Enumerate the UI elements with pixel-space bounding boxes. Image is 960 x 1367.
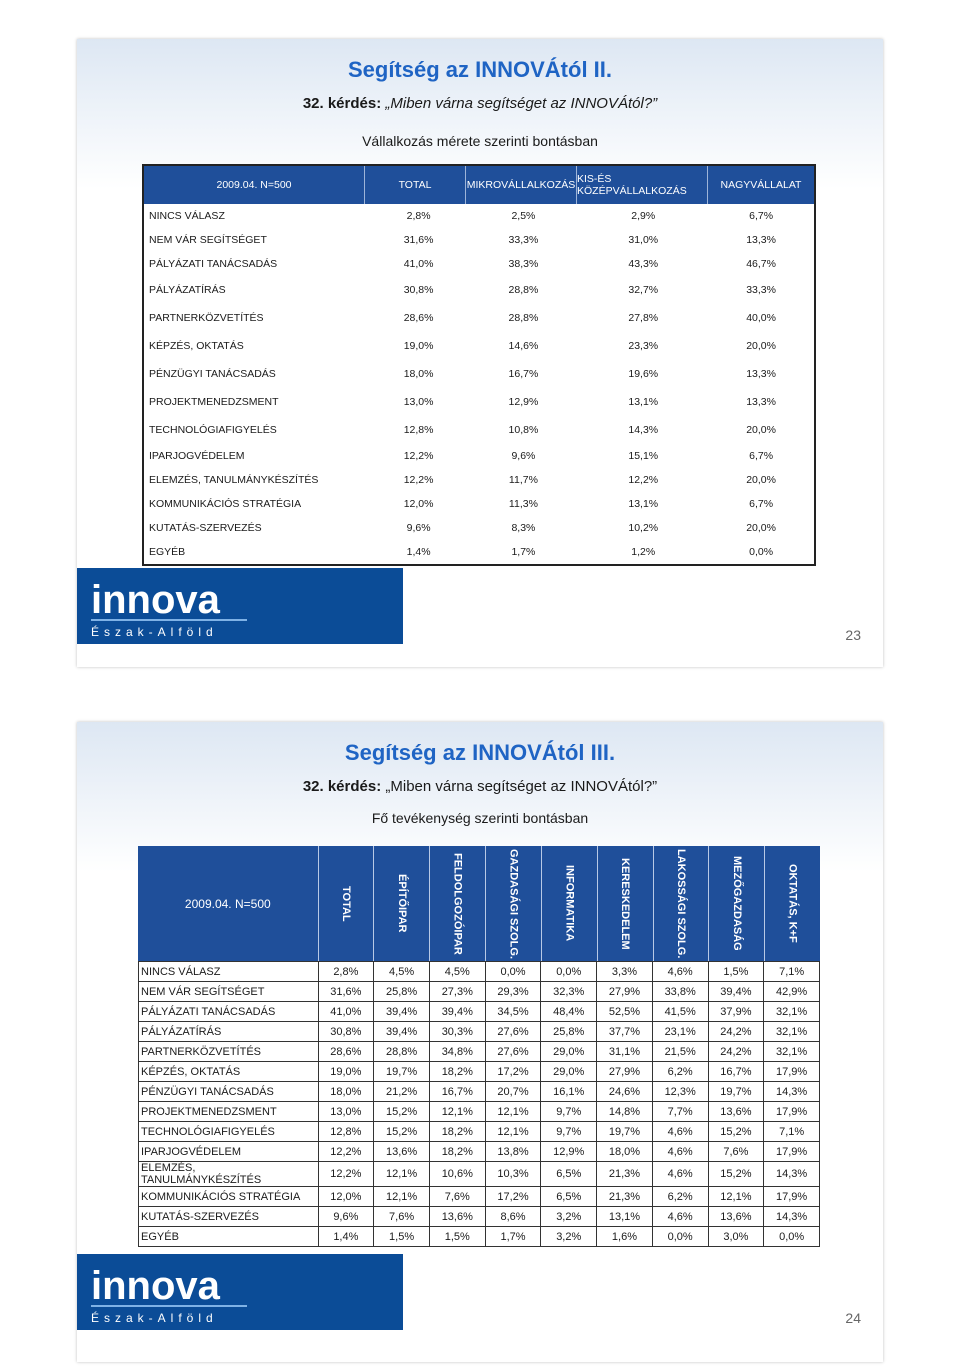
cell-value: 28,8% <box>508 312 539 324</box>
cell-value: 39,4% <box>374 1022 430 1042</box>
row-label: NEM VÁR SEGÍTSÉGET <box>139 982 319 1002</box>
cell-value: 10,2% <box>628 522 659 534</box>
table-row <box>139 1122 820 1142</box>
row-label: PARTNERKÖZVETÍTÉS <box>139 1042 319 1062</box>
cell-value: 39,4% <box>708 982 764 1002</box>
cell-value: 46,7% <box>746 258 776 270</box>
cell-value: 13,8% <box>485 1142 541 1162</box>
header-col: OKTATÁS, K+F <box>764 846 820 961</box>
cell-value: 13,0% <box>318 1102 374 1122</box>
logo-word: innova <box>91 578 220 622</box>
table-row <box>144 332 814 360</box>
cell-value: 6,7% <box>749 450 774 462</box>
cell-value: 14,8% <box>597 1102 653 1122</box>
cell-value: 12,2% <box>403 474 434 486</box>
cell-value: 20,0% <box>746 522 776 534</box>
page-number: 23 <box>845 627 861 643</box>
cell-value: 17,9% <box>764 1102 820 1122</box>
cell-value: 6,2% <box>652 1062 708 1082</box>
cell-value: 13,6% <box>708 1207 764 1227</box>
cell-value: 15,2% <box>708 1122 764 1142</box>
cell-value: 13,3% <box>746 396 776 408</box>
cell-value: 43,3% <box>628 258 659 270</box>
cell-value: 48,4% <box>541 1002 597 1022</box>
table-row <box>144 468 814 492</box>
cell-value: 2,8% <box>406 210 431 222</box>
cell-value: 3,0% <box>708 1227 764 1247</box>
cell-value: 16,7% <box>508 368 539 380</box>
question-text: „Miben várna segítséget az INNOVÁtól?” <box>385 95 658 112</box>
question-line <box>77 95 883 112</box>
cell-value: 20,0% <box>746 340 776 352</box>
table-row <box>139 1062 820 1082</box>
cell-value: 28,8% <box>508 284 539 296</box>
cell-value: 33,8% <box>652 982 708 1002</box>
cell-value: 3,2% <box>541 1207 597 1227</box>
cell-value: 15,1% <box>628 450 659 462</box>
cell-value: 9,7% <box>541 1102 597 1122</box>
cell-value: 27,9% <box>597 1062 653 1082</box>
cell-value: 28,8% <box>374 1042 430 1062</box>
row-label: KÉPZÉS, OKTATÁS <box>149 340 244 352</box>
cell-value: 42,9% <box>764 982 820 1002</box>
cell-value: 27,6% <box>485 1042 541 1062</box>
cell-value: 41,0% <box>403 258 434 270</box>
table-row <box>144 492 814 516</box>
header-col: MEZŐGAZDASÁG <box>708 846 764 961</box>
row-label: NINCS VÁLASZ <box>139 962 319 982</box>
table-row <box>139 962 820 982</box>
cell-value: 33,3% <box>746 284 776 296</box>
header-col: KERESKEDELEM <box>597 846 653 961</box>
cell-value: 15,2% <box>374 1122 430 1142</box>
cell-value: 13,6% <box>374 1142 430 1162</box>
cell-value: 32,3% <box>541 982 597 1002</box>
cell-value: 2,5% <box>511 210 536 222</box>
cell-value: 17,9% <box>764 1062 820 1082</box>
question-text: „Miben várna segítséget az INNOVÁtól?” <box>385 778 658 795</box>
breakdown-label: Vállalkozás mérete szerinti bontásban <box>362 133 598 149</box>
cell-value: 1,4% <box>318 1227 374 1247</box>
table-row <box>139 1082 820 1102</box>
cell-value: 14,6% <box>508 340 539 352</box>
table-header <box>144 166 814 204</box>
cell-value: 39,4% <box>429 1002 485 1022</box>
cell-value: 12,8% <box>318 1122 374 1142</box>
cell-value: 37,9% <box>708 1002 764 1022</box>
cell-value: 33,3% <box>508 234 539 246</box>
header-col: TOTAL <box>318 846 374 961</box>
table-row <box>144 388 814 416</box>
cell-value: 6,7% <box>749 210 774 222</box>
cell-value: 0,0% <box>652 1227 708 1247</box>
header-col: ÉPÍTŐIPAR <box>373 846 429 961</box>
cell-value: 12,1% <box>485 1122 541 1142</box>
breakdown-label: Fő tevékenység szerinti bontásban <box>371 810 589 826</box>
row-label: PÉNZÜGYI TANÁCSADÁS <box>149 368 276 380</box>
row-label: ELEMZÉS, TANULMÁNYKÉSZÍTÉS <box>139 1162 319 1187</box>
cell-value: 12,0% <box>403 498 434 510</box>
cell-value: 12,1% <box>429 1102 485 1122</box>
activity-breakdown-table <box>138 961 820 1247</box>
cell-value: 31,1% <box>597 1042 653 1062</box>
cell-value: 15,2% <box>374 1102 430 1122</box>
cell-value: 21,5% <box>652 1042 708 1062</box>
table-row <box>144 204 814 228</box>
cell-value: 29,0% <box>541 1042 597 1062</box>
header-micro: MIKROVÁLLALKOZÁS <box>465 166 576 204</box>
cell-value: 27,8% <box>628 312 659 324</box>
cell-value: 41,5% <box>652 1002 708 1022</box>
table-row <box>139 1162 820 1187</box>
logo-word: innova <box>91 1264 220 1308</box>
cell-value: 13,3% <box>746 234 776 246</box>
cell-value: 13,1% <box>628 396 659 408</box>
row-label: TECHNOLÓGIAFIGYELÉS <box>149 424 277 436</box>
cell-value: 8,6% <box>485 1207 541 1227</box>
row-label: KOMMUNIKÁCIÓS STRATÉGIA <box>139 1187 319 1207</box>
cell-value: 27,3% <box>429 982 485 1002</box>
cell-value: 2,8% <box>318 962 374 982</box>
cell-value: 32,1% <box>764 1002 820 1022</box>
cell-value: 11,3% <box>508 498 538 510</box>
cell-value: 16,1% <box>541 1082 597 1102</box>
row-label: PÁLYÁZATÍRÁS <box>149 284 226 296</box>
cell-value: 0,0% <box>749 546 774 558</box>
cell-value: 27,9% <box>597 982 653 1002</box>
cell-value: 14,3% <box>764 1082 820 1102</box>
cell-value: 14,3% <box>764 1207 820 1227</box>
row-label: PÁLYÁZATÍRÁS <box>139 1022 319 1042</box>
cell-value: 13,6% <box>708 1102 764 1122</box>
slide-23 <box>77 39 883 667</box>
header-col: INFORMATIKA <box>541 846 597 961</box>
cell-value: 17,2% <box>485 1187 541 1207</box>
cell-value: 30,8% <box>318 1022 374 1042</box>
cell-value: 20,0% <box>746 474 776 486</box>
header-large: NAGYVÁLLALAT <box>707 166 814 204</box>
cell-value: 13,1% <box>597 1207 653 1227</box>
cell-value: 4,5% <box>374 962 430 982</box>
cell-value: 20,7% <box>485 1082 541 1102</box>
cell-value: 6,5% <box>541 1162 597 1187</box>
cell-value: 9,6% <box>406 522 431 534</box>
logo-region: Észak-Alföld <box>91 625 218 639</box>
cell-value: 17,9% <box>764 1187 820 1207</box>
cell-value: 34,8% <box>429 1042 485 1062</box>
cell-value: 1,7% <box>485 1227 541 1247</box>
table-row <box>144 540 814 564</box>
cell-value: 27,6% <box>485 1022 541 1042</box>
innova-logo <box>77 568 403 644</box>
cell-value: 6,7% <box>749 498 774 510</box>
cell-value: 13,6% <box>429 1207 485 1227</box>
row-label: PÁLYÁZATI TANÁCSADÁS <box>139 1002 319 1022</box>
header-corner: 2009.04. N=500 <box>216 179 292 191</box>
cell-value: 12,1% <box>374 1187 430 1207</box>
cell-value: 24,6% <box>597 1082 653 1102</box>
cell-value: 4,6% <box>652 1162 708 1187</box>
cell-value: 31,6% <box>403 234 434 246</box>
cell-value: 29,3% <box>485 982 541 1002</box>
row-label: KÉPZÉS, OKTATÁS <box>139 1062 319 1082</box>
cell-value: 17,2% <box>485 1062 541 1082</box>
cell-value: 10,8% <box>508 424 539 436</box>
cell-value: 21,3% <box>597 1162 653 1187</box>
cell-value: 7,1% <box>764 962 820 982</box>
logo-region: Észak-Alföld <box>91 1311 218 1325</box>
row-label: EGYÉB <box>149 546 186 558</box>
innova-logo-icon <box>77 568 403 644</box>
cell-value: 12,1% <box>374 1162 430 1187</box>
table-row <box>139 1022 820 1042</box>
cell-value: 7,7% <box>652 1102 708 1122</box>
cell-value: 11,7% <box>508 474 538 486</box>
cell-value: 7,6% <box>429 1187 485 1207</box>
cell-value: 4,6% <box>652 1207 708 1227</box>
activity-table-header <box>138 846 820 961</box>
cell-value: 19,6% <box>628 368 659 380</box>
row-label: PROJEKTMENEDZSMENT <box>149 396 279 408</box>
table-row <box>139 1002 820 1022</box>
cell-value: 18,2% <box>429 1122 485 1142</box>
question-line <box>77 778 883 795</box>
table-row <box>144 516 814 540</box>
row-label: TECHNOLÓGIAFIGYELÉS <box>139 1122 319 1142</box>
cell-value: 37,7% <box>597 1022 653 1042</box>
cell-value: 1,4% <box>406 546 431 558</box>
cell-value: 30,3% <box>429 1022 485 1042</box>
header-col: FELDOLGOZÓIPAR <box>429 846 485 961</box>
slide-title: Segítség az INNOVÁtól II. <box>347 57 613 82</box>
row-label: IPARJOGVÉDELEM <box>139 1142 319 1162</box>
row-label: EGYÉB <box>139 1227 319 1247</box>
row-label: KOMMUNIKÁCIÓS STRATÉGIA <box>149 498 302 510</box>
cell-value: 13,0% <box>403 396 434 408</box>
cell-value: 18,2% <box>429 1142 485 1162</box>
cell-value: 39,4% <box>374 1002 430 1022</box>
cell-value: 16,7% <box>429 1082 485 1102</box>
row-label: KUTATÁS-SZERVEZÉS <box>149 522 262 534</box>
cell-value: 24,2% <box>708 1022 764 1042</box>
cell-value: 3,3% <box>597 962 653 982</box>
question-number: 32. kérdés: <box>302 95 382 112</box>
cell-value: 1,7% <box>511 546 536 558</box>
row-label: PÉNZÜGYI TANÁCSADÁS <box>139 1082 319 1102</box>
cell-value: 20,0% <box>746 424 776 436</box>
cell-value: 19,7% <box>597 1122 653 1142</box>
cell-value: 9,6% <box>318 1207 374 1227</box>
table-row <box>144 276 814 304</box>
cell-value: 7,6% <box>708 1142 764 1162</box>
cell-value: 12,2% <box>403 450 434 462</box>
row-label: PÁLYÁZATI TANÁCSADÁS <box>149 258 278 270</box>
cell-value: 1,5% <box>374 1227 430 1247</box>
cell-value: 18,2% <box>429 1062 485 1082</box>
cell-value: 29,0% <box>541 1062 597 1082</box>
header-col: GAZDASÁGI SZOLG. <box>485 846 541 961</box>
cell-value: 8,3% <box>511 522 536 534</box>
cell-value: 3,2% <box>541 1227 597 1247</box>
cell-value: 31,0% <box>628 234 659 246</box>
cell-value: 1,2% <box>631 546 656 558</box>
table-row <box>144 228 814 252</box>
cell-value: 23,1% <box>652 1022 708 1042</box>
header-sme: KIS-ÉS KÖZÉPVÁLLALKOZÁS <box>576 166 707 204</box>
cell-value: 21,3% <box>597 1187 653 1207</box>
table-row <box>144 444 814 468</box>
cell-value: 16,7% <box>708 1062 764 1082</box>
cell-value: 13,1% <box>628 498 659 510</box>
cell-value: 13,3% <box>746 368 776 380</box>
cell-value: 32,7% <box>628 284 659 296</box>
cell-value: 25,8% <box>374 982 430 1002</box>
cell-value: 17,9% <box>764 1142 820 1162</box>
cell-value: 12,8% <box>403 424 434 436</box>
cell-value: 4,6% <box>652 1122 708 1142</box>
cell-value: 2,9% <box>631 210 656 222</box>
cell-value: 41,0% <box>318 1002 374 1022</box>
header-col: LAKOSSÁGI SZOLG. <box>653 846 709 961</box>
row-label: NEM VÁR SEGÍTSÉGET <box>149 234 267 246</box>
cell-value: 12,3% <box>652 1082 708 1102</box>
slide-24 <box>77 722 883 1362</box>
cell-value: 19,0% <box>318 1062 374 1082</box>
cell-value: 0,0% <box>764 1227 820 1247</box>
size-breakdown-table <box>142 164 816 566</box>
cell-value: 10,3% <box>485 1162 541 1187</box>
cell-value: 12,2% <box>318 1142 374 1162</box>
cell-value: 1,5% <box>708 962 764 982</box>
cell-value: 23,3% <box>628 340 659 352</box>
cell-value: 18,0% <box>597 1142 653 1162</box>
row-label: PROJEKTMENEDZSMENT <box>139 1102 319 1122</box>
cell-value: 12,9% <box>541 1142 597 1162</box>
cell-value: 18,0% <box>318 1082 374 1102</box>
cell-value: 9,7% <box>541 1122 597 1142</box>
slide-title: Segítség az INNOVÁtól III. <box>344 740 616 765</box>
cell-value: 0,0% <box>485 962 541 982</box>
table-row <box>139 1207 820 1227</box>
cell-value: 1,5% <box>429 1227 485 1247</box>
cell-value: 15,2% <box>708 1162 764 1187</box>
cell-value: 12,0% <box>318 1187 374 1207</box>
table-row <box>139 1042 820 1062</box>
cell-value: 19,7% <box>708 1082 764 1102</box>
cell-value: 28,6% <box>403 312 434 324</box>
page-number: 24 <box>845 1310 861 1326</box>
table-row <box>139 1227 820 1247</box>
cell-value: 31,6% <box>318 982 374 1002</box>
cell-value: 7,1% <box>764 1122 820 1142</box>
cell-value: 25,8% <box>541 1022 597 1042</box>
row-label: ELEMZÉS, TANULMÁNYKÉSZÍTÉS <box>149 474 319 486</box>
cell-value: 38,3% <box>508 258 539 270</box>
row-label: KUTATÁS-SZERVEZÉS <box>139 1207 319 1227</box>
cell-value: 14,3% <box>628 424 659 436</box>
cell-value: 7,6% <box>374 1207 430 1227</box>
table-row <box>144 252 814 276</box>
cell-value: 1,6% <box>597 1227 653 1247</box>
table-row <box>144 304 814 332</box>
question-number: 32. kérdés: <box>302 778 382 795</box>
cell-value: 12,1% <box>485 1102 541 1122</box>
cell-value: 28,6% <box>318 1042 374 1062</box>
cell-value: 4,6% <box>652 1142 708 1162</box>
row-label: PARTNERKÖZVETÍTÉS <box>149 312 264 324</box>
cell-value: 40,0% <box>746 312 776 324</box>
cell-value: 32,1% <box>764 1042 820 1062</box>
cell-value: 6,5% <box>541 1187 597 1207</box>
cell-value: 6,2% <box>652 1187 708 1207</box>
innova-logo <box>77 1254 403 1330</box>
cell-value: 21,2% <box>374 1082 430 1102</box>
cell-value: 4,5% <box>429 962 485 982</box>
cell-value: 18,0% <box>403 368 434 380</box>
innova-logo-icon <box>77 1254 403 1330</box>
cell-value: 12,9% <box>508 396 539 408</box>
table-body <box>144 204 814 564</box>
cell-value: 0,0% <box>541 962 597 982</box>
table-row <box>139 1187 820 1207</box>
table-row <box>139 1142 820 1162</box>
cell-value: 52,5% <box>597 1002 653 1022</box>
row-label: NINCS VÁLASZ <box>149 210 225 222</box>
table-row <box>139 1102 820 1122</box>
header-corner: 2009.04. N=500 <box>138 846 318 961</box>
cell-value: 12,1% <box>708 1187 764 1207</box>
cell-value: 14,3% <box>764 1162 820 1187</box>
cell-value: 19,7% <box>374 1062 430 1082</box>
table-row <box>144 416 814 444</box>
table-row <box>144 360 814 388</box>
cell-value: 19,0% <box>403 340 434 352</box>
table-row <box>139 982 820 1002</box>
cell-value: 12,2% <box>628 474 659 486</box>
cell-value: 32,1% <box>764 1022 820 1042</box>
row-label: IPARJOGVÉDELEM <box>149 450 245 462</box>
cell-value: 9,6% <box>511 450 536 462</box>
cell-value: 24,2% <box>708 1042 764 1062</box>
cell-value: 12,2% <box>318 1162 374 1187</box>
cell-value: 30,8% <box>403 284 434 296</box>
header-total: TOTAL <box>364 166 465 204</box>
cell-value: 34,5% <box>485 1002 541 1022</box>
cell-value: 10,6% <box>429 1162 485 1187</box>
cell-value: 4,6% <box>652 962 708 982</box>
